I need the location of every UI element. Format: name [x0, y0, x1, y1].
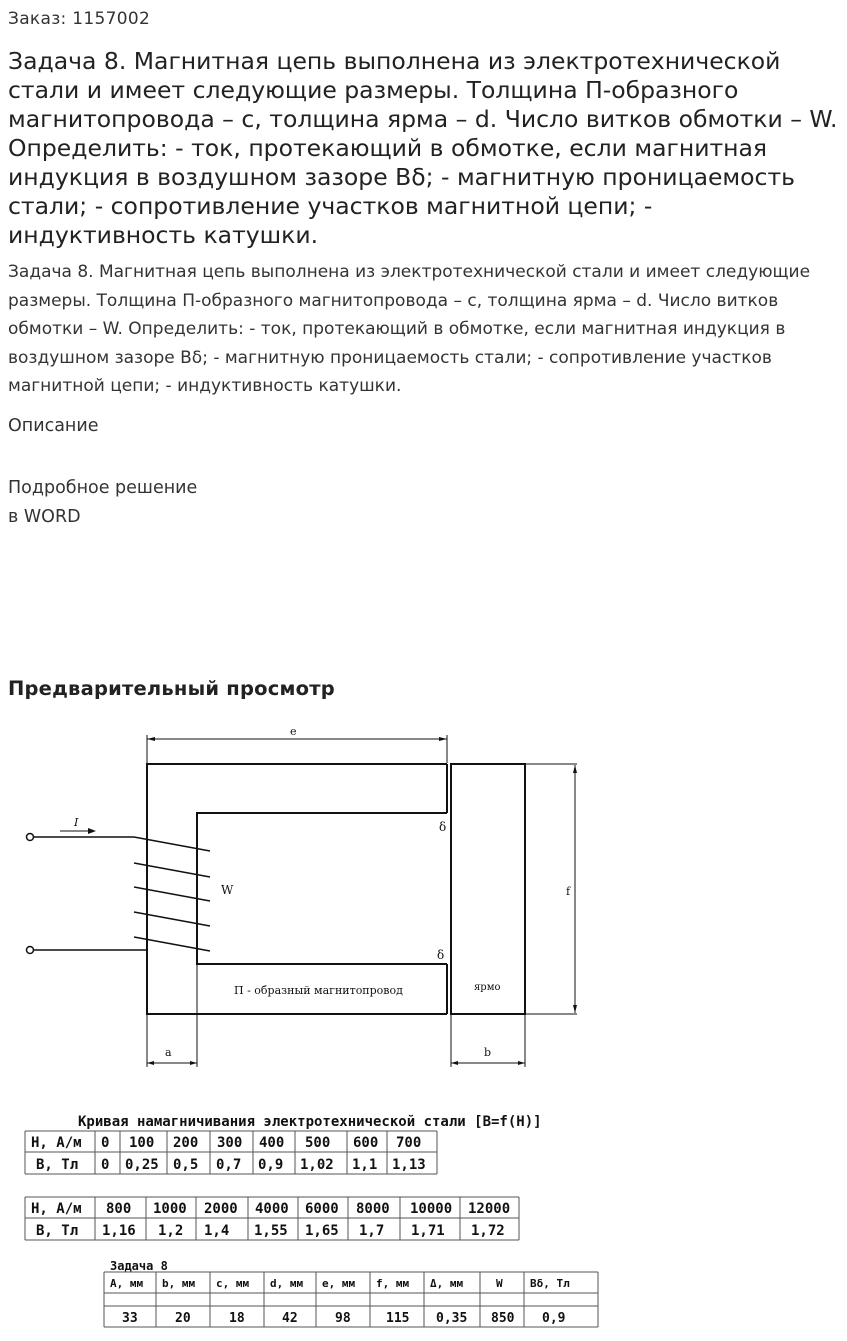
table-cell: 1,72	[471, 1223, 505, 1239]
table-cell: 850	[491, 1311, 515, 1326]
magnetization-table-title: Кривая намагничивания электротехнической стали [B=f(H)]	[78, 1114, 542, 1130]
table-cell: 800	[106, 1201, 132, 1217]
dimension-f-label: f	[566, 885, 571, 898]
table-header: A, мм	[110, 1277, 144, 1290]
table-cell: 4000	[255, 1201, 289, 1217]
table-cell: 1,71	[411, 1223, 445, 1239]
table-cell: 0,5	[173, 1157, 199, 1173]
table-cell: 300	[217, 1135, 243, 1151]
table-header: W	[496, 1277, 503, 1290]
table-cell: 1,2	[158, 1223, 184, 1239]
problem-text: Задача 8. Магнитная цепь выполнена из электротехнической стали и имеет следующие размеры. Толщина П-образного магнитопроводa – c, толщина ярма – d. Число витков обмотки – W. Определить: - ток, протекающий в обмотке, если магнитная индукция в воздушном зазоре Bδ; - магнитную проницаемость стали; - сопротивление участков магнитной цепи; - индуктивность катушки.	[8, 262, 811, 396]
table-cell: 6000	[305, 1201, 339, 1217]
dimension-a-label: a	[165, 1046, 172, 1059]
preview-heading: Предварительный просмотр	[8, 677, 335, 700]
problem-title: Задача 8. Магнитная цепь выполнена из электротехнической стали и имеет следующие размеры. Толщина П-образного магнитопроводa – c, толщина ярма – d. Число витков обмотки – W. Определить: - ток, протекающий в обмотке, если магнитная индукция в воздушном зазоре Bδ; - магнитную проницаемость стали; - сопротивление участков магнитной цепи; - индуктивность катушки.	[8, 47, 838, 249]
table-cell: 12000	[468, 1201, 511, 1217]
table-cell: 98	[335, 1311, 351, 1326]
table-cell: 115	[386, 1311, 410, 1326]
table-cell: 18	[229, 1311, 245, 1326]
table-header: b, мм	[162, 1277, 196, 1290]
gap-top-label: δ	[439, 820, 447, 834]
order-number: Заказ: 1157002	[8, 9, 151, 29]
yoke-label: ярмо	[474, 982, 501, 993]
table-cell: 42	[282, 1311, 298, 1326]
gap-bottom-label: δ	[437, 948, 445, 962]
table-cell: 100	[129, 1135, 155, 1151]
table-cell: 0,25	[125, 1157, 159, 1173]
description-label: Описание	[8, 416, 99, 436]
table-header: f, мм	[376, 1277, 410, 1290]
table-cell: 10000	[410, 1201, 453, 1217]
table-cell: 0,35	[436, 1311, 468, 1326]
solution-format: в WORD	[8, 507, 81, 527]
table-cell: 1000	[153, 1201, 187, 1217]
dimension-b-label: b	[484, 1046, 492, 1059]
table-cell: 2000	[204, 1201, 238, 1217]
table-cell: 500	[305, 1135, 331, 1151]
table-cell: 33	[122, 1311, 138, 1326]
table-cell: 0	[101, 1157, 110, 1173]
b-label: B, Тл	[36, 1157, 79, 1173]
magnetic-circuit-diagram	[27, 735, 578, 1067]
table-cell: 600	[353, 1135, 379, 1151]
table-cell: 8000	[356, 1201, 390, 1217]
magnetization-table-1	[25, 1131, 437, 1174]
table-cell: 1,65	[305, 1223, 339, 1239]
solution-note: Подробное решение	[8, 478, 198, 498]
table-header: e, мм	[322, 1277, 356, 1290]
table-cell: 1,4	[204, 1223, 230, 1239]
table-header: c, мм	[216, 1277, 250, 1290]
current-label: I	[74, 816, 79, 829]
table-cell: 0,9	[258, 1157, 284, 1173]
table-cell: 20	[175, 1311, 191, 1326]
task-table-title: Задача 8	[110, 1259, 168, 1273]
table-cell: 1,16	[102, 1223, 136, 1239]
winding-label: W	[221, 883, 234, 897]
table-cell: 1,13	[392, 1157, 426, 1173]
table-header: d, мм	[270, 1277, 304, 1290]
table-cell: 1,7	[359, 1223, 385, 1239]
table-cell: 700	[396, 1135, 422, 1151]
table-cell: 0,9	[542, 1311, 566, 1326]
table-cell: 1,55	[254, 1223, 288, 1239]
table-cell: 400	[259, 1135, 285, 1151]
dimension-e-label: e	[290, 725, 297, 738]
table-cell: 1,02	[300, 1157, 334, 1173]
h-label: H, А/м	[31, 1201, 82, 1217]
table-cell: 0,7	[216, 1157, 242, 1173]
h-label: H, А/м	[31, 1135, 82, 1151]
table-header: Δ, мм	[430, 1277, 464, 1290]
magnetization-table-2	[25, 1197, 519, 1240]
table-cell: 1,1	[352, 1157, 378, 1173]
preview-scan	[0, 715, 847, 1341]
table-cell: 200	[173, 1135, 199, 1151]
task-table	[104, 1272, 598, 1327]
core-label: П - образный магнитопровод	[234, 984, 403, 997]
table-header: Bδ, Тл	[530, 1277, 570, 1290]
table-cell: 0	[101, 1135, 110, 1151]
b-label: B, Тл	[36, 1223, 79, 1239]
